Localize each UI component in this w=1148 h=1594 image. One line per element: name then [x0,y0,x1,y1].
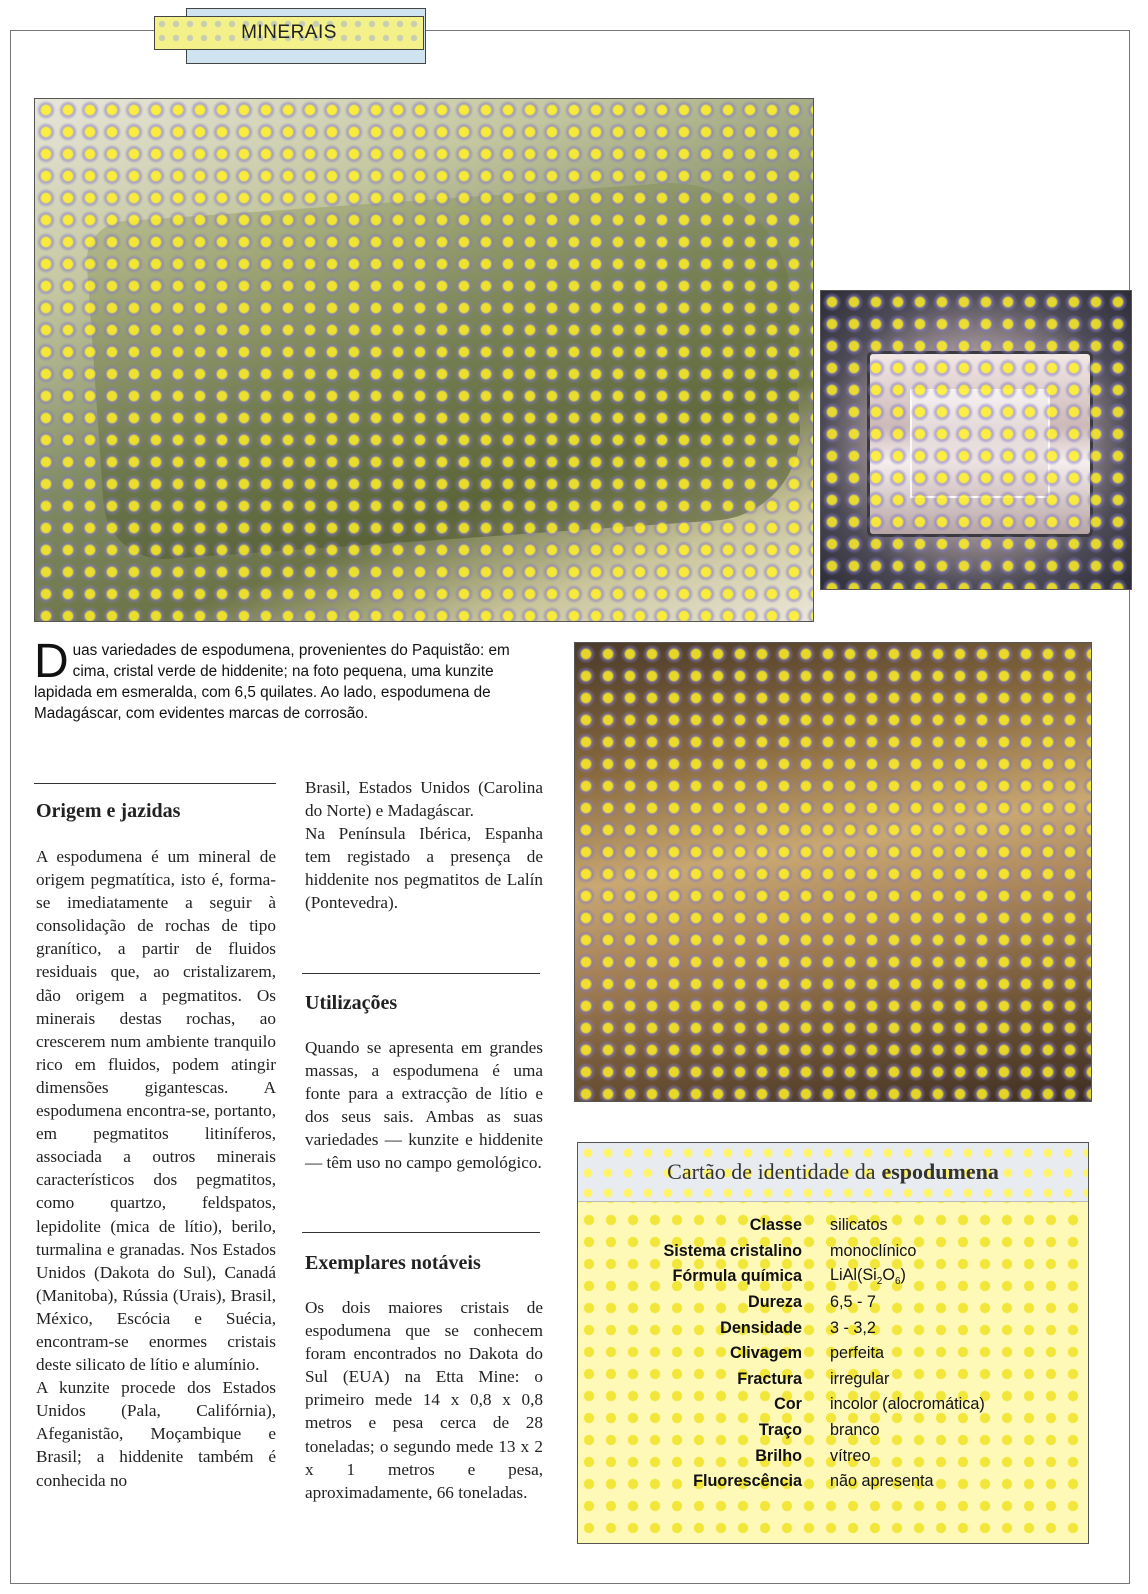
paragraph: A espodumena é um mineral de origem pegmatítica, isto é, forma-se imediatamente a seguir à consolidação de rochas de tipo granítico, a partir de fluidos residuais que, ao cristalizarem, dão origem a pegmatitos. Os minerais destas rochas, ao crescerem num ambiente tranquilo rico em fluidos, podem atingir dimensões gigantescas. A espodumena encontra-se, portanto, em pegmatitos litiníferos, associada a outros minerais característicos dos pegmatitos, como quartzo, feldspatos, lepidolite (mica de lítio), berilo, turmalina e granadas. Nos Estados Unidos (Dakota do Sul), Canadá (Manitoba), Rússia (Urais), Brasil, México, Escócia e Suécia, encontram-se enormes cristais deste silicato de lítio e alumínio. [36,847,276,1375]
property-row: Brilho vítreo [755,1446,871,1465]
divider [302,973,540,974]
divider [34,783,276,784]
property-row: Sistema cristalino monoclínico [663,1241,917,1260]
paragraph: Quando se apresenta em grandes massas, a espodumena é uma fonte para a extracção de lítio e dos seus sais. Ambas as suas variedades — kunzite e hiddenite — têm uso no campo gemológico. [305,1038,543,1173]
origem-continuation [305,776,543,915]
paragraph: Na Península Ibérica, Espanha tem registado a presença de hiddenite nos pegmatitos de Lalín (Pontevedra). [305,824,543,913]
property-row: Fractura irregular [737,1369,890,1388]
paragraph: Brasil, Estados Unidos (Carolina do Norte) e Madagáscar. [305,778,543,821]
paragraph: Os dois maiores cristais de espodumena que se conhecem foram encontrados no Dakota do Sul (EUA) na Etta Mine: o primeiro mede 14 x 0,8 x 0,8 metros e pesa cerca de 28 toneladas; o segundo mede 13 x 2 x 1 metros e pesa, aproximadamente, 66 toneladas. [305,1298,543,1502]
photo-caption [34,635,544,724]
section-label: MINERAIS [241,22,337,43]
card-title [578,1143,1088,1202]
heading-utilizacoes: Utilizações [305,992,398,1014]
heading-exemplares: Exemplares notáveis [305,1252,481,1274]
hiddenite-crystal-photo [34,98,814,622]
kunzite-gem-photo [820,290,1132,590]
madagascar-spodumene-photo [574,642,1092,1102]
identity-card [577,1142,1089,1544]
origem-body [36,845,276,1492]
property-row: Clivagem perfeita [730,1344,884,1363]
property-row: Dureza 6,5 - 7 [748,1293,876,1312]
heading-origem: Origem e jazidas [36,800,181,822]
caption-dropcap: D [34,635,69,688]
property-row: Classe silicatos [749,1216,888,1235]
divider [302,1232,540,1233]
section-tab [154,16,424,50]
card-title-mineral: espodumena [881,1159,999,1184]
card-title-prefix: Cartão de identidade da [667,1159,876,1184]
property-row: Fórmula química $LiAl(Si_2O_6)$ [672,1266,906,1288]
exemplares-body [305,1296,543,1504]
property-row: Fluorescência não apresenta [693,1472,934,1491]
property-row: Cor incolor (alocromática) [774,1395,985,1414]
caption-text: uas variedades de espodumena, provenientes do Paquistão: em cima, cristal verde de hiddenite; na foto pequena, uma kunzite lapidada em esmeralda, com 6,5 quilates. Ao lado, espodumena de Madagáscar, com evidentes marcas de corrosão. [34,642,510,722]
property-table [578,1213,1088,1495]
utilizacoes-body [305,1036,543,1175]
property-row: Traço branco [758,1421,880,1440]
property-row: Densidade 3 - 3,2 [720,1318,876,1337]
paragraph: A kunzite procede dos Estados Unidos (Pala, Califórnia), Afeganistão, Moçambique e Brasil; a hiddenite também é conhecida no [36,1378,276,1490]
